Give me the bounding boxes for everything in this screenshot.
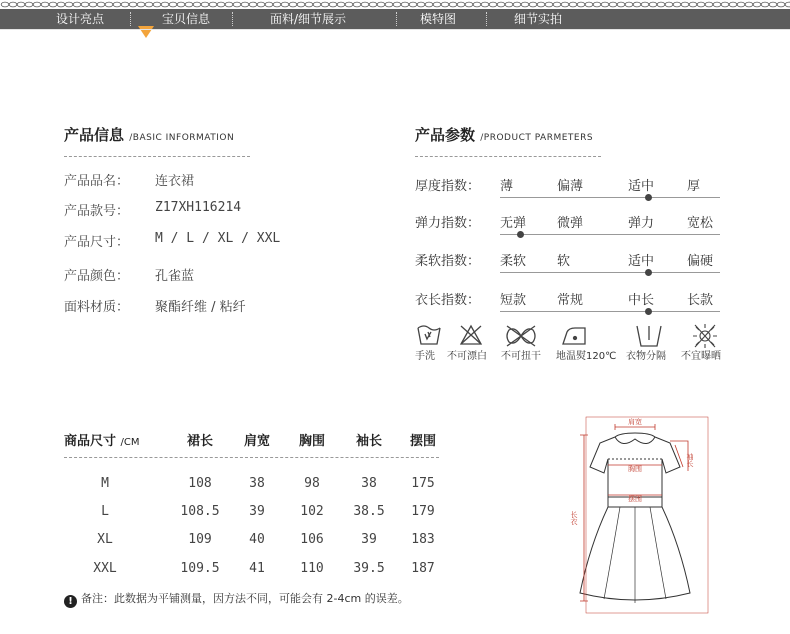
dress-outline-icon [580, 433, 690, 603]
info-label-color: 产品颜色： [64, 269, 130, 284]
param-option: 微弹 [557, 216, 584, 231]
param-option: 无弹 [500, 216, 527, 231]
table-size-cell: M [101, 476, 109, 491]
chain-link [457, 2, 465, 7]
table-value-cell: 175 [411, 476, 435, 491]
table-column-header: 肩宽 [244, 434, 271, 449]
info-label-material: 面料材质： [64, 300, 130, 315]
size-table-title-group [64, 430, 140, 449]
nav-item-model-photos[interactable]: 模特图 [420, 12, 457, 26]
chain-link [537, 2, 545, 7]
chain-link [33, 2, 41, 7]
chain-link [129, 2, 137, 7]
sleeve-label: 袖长 [686, 453, 694, 467]
chain-link [145, 2, 153, 7]
chain-link [561, 2, 569, 7]
shoulder-label: 肩宽 [628, 418, 642, 426]
nav-separator [396, 12, 397, 26]
care-label: 地温熨120℃ [556, 351, 617, 362]
table-value-cell: 38 [249, 476, 265, 491]
table-value-cell: 108.5 [180, 504, 220, 519]
table-value-cell: 41 [249, 561, 265, 576]
hand-wash-icon [418, 326, 440, 344]
param-indicator-dot [645, 194, 652, 201]
chain-link [201, 2, 209, 7]
table-size-cell: XL [97, 532, 113, 547]
chain-link [313, 2, 321, 7]
separate-wash-icon [637, 326, 661, 346]
info-label-name: 产品品名： [64, 174, 130, 189]
chain-link [225, 2, 233, 7]
chain-link [481, 2, 489, 7]
table-value-cell: 102 [300, 504, 324, 519]
chain-link [585, 2, 593, 7]
chain-link [593, 2, 601, 7]
chain-link [105, 2, 113, 7]
info-value-style-no: Z17XH116214 [155, 200, 242, 215]
chain-link [137, 2, 145, 7]
chain-link [305, 2, 313, 7]
param-option: 短款 [500, 293, 527, 308]
no-sun-dry-icon [693, 324, 717, 348]
care-label: 不宜曝晒 [681, 351, 721, 362]
table-value-cell: 183 [411, 532, 435, 547]
care-label: 不可漂白 [447, 351, 487, 362]
product-info-heading [64, 124, 234, 145]
chain-link [769, 2, 777, 7]
nav-underline [0, 29, 790, 30]
chain-link [777, 2, 785, 7]
chain-link [609, 2, 617, 7]
chain-link [25, 2, 33, 7]
chain-link [721, 2, 729, 7]
param-option: 弹力 [628, 216, 655, 231]
chain-link [393, 2, 401, 7]
chain-link [249, 2, 257, 7]
size-table-unit: /CM [120, 437, 140, 448]
chain-link [673, 2, 681, 7]
product-info-subtitle: /BASIC INFORMATION [129, 133, 235, 143]
table-value-cell: 39.5 [353, 561, 385, 576]
table-value-cell: 179 [411, 504, 435, 519]
table-size-cell: XXL [93, 561, 117, 576]
chain-link [57, 2, 65, 7]
measurement-lines [580, 417, 708, 613]
param-label: 厚度指数： [415, 179, 481, 194]
chain-link [265, 2, 273, 7]
chain-link [297, 2, 305, 7]
chain-link [705, 2, 713, 7]
chain-link [97, 2, 105, 7]
table-value-cell: 39 [249, 504, 265, 519]
no-wring-icon [507, 326, 535, 346]
chain-link [1, 2, 9, 7]
chain-link [521, 2, 529, 7]
chain-link [633, 2, 641, 7]
chain-link [689, 2, 697, 7]
chain-link [641, 2, 649, 7]
param-option: 薄 [500, 179, 514, 194]
chain-link [785, 2, 790, 7]
table-divider [64, 457, 439, 458]
warning-icon: ! [64, 595, 77, 608]
table-value-cell: 110 [300, 561, 324, 576]
param-option: 偏薄 [557, 179, 584, 194]
chain-link [617, 2, 625, 7]
dress-measurement-diagram [560, 415, 710, 615]
param-option: 厚 [687, 179, 701, 194]
chain-link [489, 2, 497, 7]
chain-link [753, 2, 761, 7]
table-size-cell: L [101, 504, 109, 519]
chain-link [713, 2, 721, 7]
chain-link [553, 2, 561, 7]
table-value-cell: 38 [361, 476, 377, 491]
chain-link [449, 2, 457, 7]
chain-link [217, 2, 225, 7]
chain-link [601, 2, 609, 7]
nav-item-fabric-details[interactable]: 面料/细节展示 [270, 12, 347, 26]
chain-link [41, 2, 49, 7]
chain-link [377, 2, 385, 7]
chain-link [361, 2, 369, 7]
chain-link [353, 2, 361, 7]
chain-link [401, 2, 409, 7]
nav-separator [232, 12, 233, 26]
param-indicator-dot [645, 269, 652, 276]
chain-link [153, 2, 161, 7]
chain-link [289, 2, 297, 7]
chain-link [337, 2, 345, 7]
table-value-cell: 40 [249, 532, 265, 547]
chain-link [473, 2, 481, 7]
chain-link [529, 2, 537, 7]
info-value-color: 孔雀蓝 [155, 269, 195, 284]
table-column-header: 胸围 [299, 434, 326, 449]
note-text: 备注：此数据为平铺测量，因方法不同，可能会有 2-4cm 的误差。 [81, 592, 409, 605]
chain-link [625, 2, 633, 7]
chain-link [177, 2, 185, 7]
chain-link [513, 2, 521, 7]
table-value-cell: 38.5 [353, 504, 385, 519]
length-label: 长衣 [570, 511, 578, 525]
chain-link [697, 2, 705, 7]
chain-link [433, 2, 441, 7]
param-label: 柔软指数： [415, 254, 481, 269]
table-value-cell: 109 [188, 532, 212, 547]
info-label-size: 产品尺寸： [64, 235, 130, 250]
chain-link [185, 2, 193, 7]
nav-item-design-highlights[interactable]: 设计亮点 [56, 12, 105, 26]
param-track [500, 234, 720, 235]
top-navigation-bar [0, 9, 790, 29]
param-option: 中长 [628, 293, 655, 308]
chain-link [113, 2, 121, 7]
param-track [500, 197, 720, 198]
chain-link [233, 2, 241, 7]
chain-link [737, 2, 745, 7]
active-nav-marker [138, 26, 154, 38]
chain-link [169, 2, 177, 7]
param-option: 柔软 [500, 254, 527, 269]
table-value-cell: 106 [300, 532, 324, 547]
chain-link [273, 2, 281, 7]
chain-link [409, 2, 417, 7]
param-label: 弹力指数： [415, 216, 481, 231]
table-column-header: 裙长 [187, 434, 214, 449]
care-label: 不可扭干 [501, 351, 541, 362]
chain-link [49, 2, 57, 7]
param-option: 软 [557, 254, 571, 269]
param-option: 长款 [687, 293, 714, 308]
info-label-style-no: 产品款号： [64, 204, 130, 219]
table-value-cell: 108 [188, 476, 212, 491]
chain-link [89, 2, 97, 7]
chain-link [441, 2, 449, 7]
chain-link [665, 2, 673, 7]
chain-link [729, 2, 737, 7]
chain-link [81, 2, 89, 7]
chain-link [417, 2, 425, 7]
chain-link [761, 2, 769, 7]
nav-separator [486, 12, 487, 26]
param-option: 常规 [557, 293, 584, 308]
chest-label: 胸围 [628, 465, 642, 473]
chain-link [17, 2, 25, 7]
table-column-header: 摆围 [410, 434, 437, 449]
chain-link [193, 2, 201, 7]
chain-link [745, 2, 753, 7]
param-option: 适中 [628, 254, 655, 269]
chain-link [73, 2, 81, 7]
chain-link [649, 2, 657, 7]
product-info-title: 产品信息 [64, 126, 125, 144]
chain-link [657, 2, 665, 7]
product-params-title: 产品参数 [415, 126, 476, 144]
decorative-chain-border [0, 0, 790, 9]
chain-link [465, 2, 473, 7]
care-label: 衣物分隔 [626, 351, 666, 362]
table-value-cell: 39 [361, 532, 377, 547]
product-params-subtitle: /PRODUCT PARMETERS [480, 133, 594, 143]
info-value-name: 连衣裙 [155, 174, 195, 189]
info-value-material: 聚酯纤维 / 粘纤 [155, 300, 246, 315]
chain-link [321, 2, 329, 7]
chain-link [569, 2, 577, 7]
info-value-size: M / L / XL / XXL [155, 231, 281, 246]
chain-link [209, 2, 217, 7]
chain-link [241, 2, 249, 7]
table-value-cell: 109.5 [180, 561, 220, 576]
nav-separator [130, 12, 131, 26]
table-column-header: 袖长 [356, 434, 383, 449]
iron-low-icon [563, 328, 585, 344]
chain-link [257, 2, 265, 7]
chain-link [577, 2, 585, 7]
nav-item-product-info[interactable]: 宝贝信息 [162, 12, 211, 26]
chain-link [345, 2, 353, 7]
product-params-heading [415, 124, 593, 145]
nav-item-detail-shots[interactable]: 细节实拍 [514, 12, 563, 26]
chain-link [497, 2, 505, 7]
param-track [500, 272, 720, 273]
chain-link [385, 2, 393, 7]
chain-link [545, 2, 553, 7]
chain-link [369, 2, 377, 7]
param-option: 宽松 [687, 216, 714, 231]
size-table-title: 商品尺寸 [64, 434, 117, 449]
chain-link [121, 2, 129, 7]
hem-label: 摆围 [628, 495, 642, 503]
param-indicator-dot [517, 231, 524, 238]
chain-link [505, 2, 513, 7]
chain-link [65, 2, 73, 7]
chain-link [161, 2, 169, 7]
heading-divider [64, 156, 250, 157]
chain-link [281, 2, 289, 7]
care-label: 手洗 [415, 351, 435, 362]
table-value-cell: 187 [411, 561, 435, 576]
param-label: 衣长指数： [415, 293, 481, 308]
param-track [500, 311, 720, 312]
param-option: 适中 [628, 179, 655, 194]
chain-link [9, 2, 17, 7]
param-option: 偏硬 [687, 254, 714, 269]
no-bleach-icon [461, 326, 481, 344]
param-indicator-dot [645, 308, 652, 315]
heading-divider [415, 156, 601, 157]
chain-link [681, 2, 689, 7]
measurement-note [64, 590, 409, 608]
table-value-cell: 98 [304, 476, 320, 491]
chain-link [425, 2, 433, 7]
chain-link [329, 2, 337, 7]
